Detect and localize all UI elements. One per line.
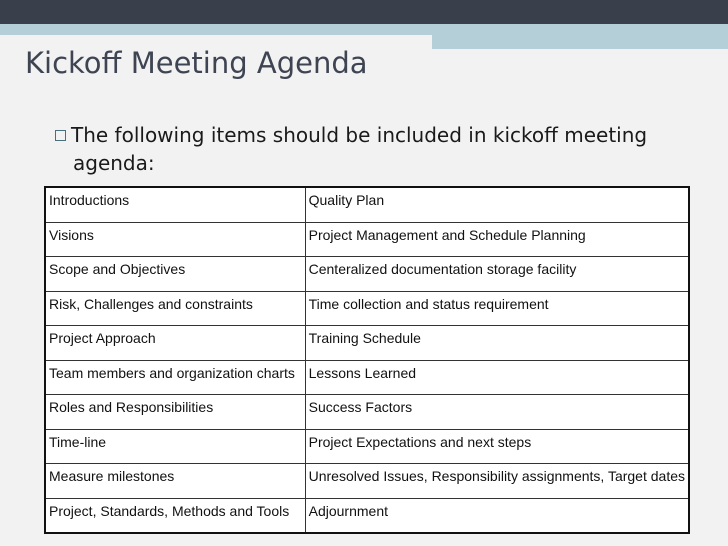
table-row bbox=[45, 498, 689, 533]
table-cell: Centeralized documentation storage facility bbox=[305, 257, 689, 292]
table-cell: Time collection and status requirement bbox=[305, 291, 689, 326]
table-row bbox=[45, 291, 689, 326]
table-cell: Unresolved Issues, Responsibility assignments, Target dates bbox=[305, 464, 689, 499]
table-cell: Project Approach bbox=[45, 326, 305, 361]
table-row bbox=[45, 222, 689, 257]
hollow-square-bullet-icon bbox=[55, 130, 66, 141]
table-cell: Risk, Challenges and constraints bbox=[45, 291, 305, 326]
table-cell: Adjournment bbox=[305, 498, 689, 533]
table-cell: Time-line bbox=[45, 429, 305, 464]
table-cell: Introductions bbox=[45, 187, 305, 222]
agenda-table bbox=[44, 186, 690, 534]
table-cell: Project Management and Schedule Planning bbox=[305, 222, 689, 257]
table-row bbox=[45, 360, 689, 395]
table-cell: Success Factors bbox=[305, 395, 689, 430]
table-cell: Quality Plan bbox=[305, 187, 689, 222]
table-cell: Scope and Objectives bbox=[45, 257, 305, 292]
bullet-text-line1: The following items should be included in kickoff meeting bbox=[71, 123, 648, 147]
bullet-point bbox=[55, 121, 655, 177]
accent-band-right bbox=[432, 35, 728, 49]
table-cell: Measure milestones bbox=[45, 464, 305, 499]
bullet-text-line2: agenda: bbox=[73, 151, 155, 175]
slide-title: Kickoff Meeting Agenda bbox=[25, 46, 368, 80]
table-cell: Visions bbox=[45, 222, 305, 257]
table-row bbox=[45, 464, 689, 499]
table-cell: Project, Standards, Methods and Tools bbox=[45, 498, 305, 533]
table-row bbox=[45, 187, 689, 222]
table-row bbox=[45, 326, 689, 361]
accent-band bbox=[0, 24, 728, 35]
table-row bbox=[45, 257, 689, 292]
header-bar bbox=[0, 0, 728, 24]
table-row bbox=[45, 429, 689, 464]
table-cell: Team members and organization charts bbox=[45, 360, 305, 395]
table-cell: Roles and Responsibilities bbox=[45, 395, 305, 430]
table-cell: Lessons Learned bbox=[305, 360, 689, 395]
table-row bbox=[45, 395, 689, 430]
table-cell: Project Expectations and next steps bbox=[305, 429, 689, 464]
table-cell: Training Schedule bbox=[305, 326, 689, 361]
